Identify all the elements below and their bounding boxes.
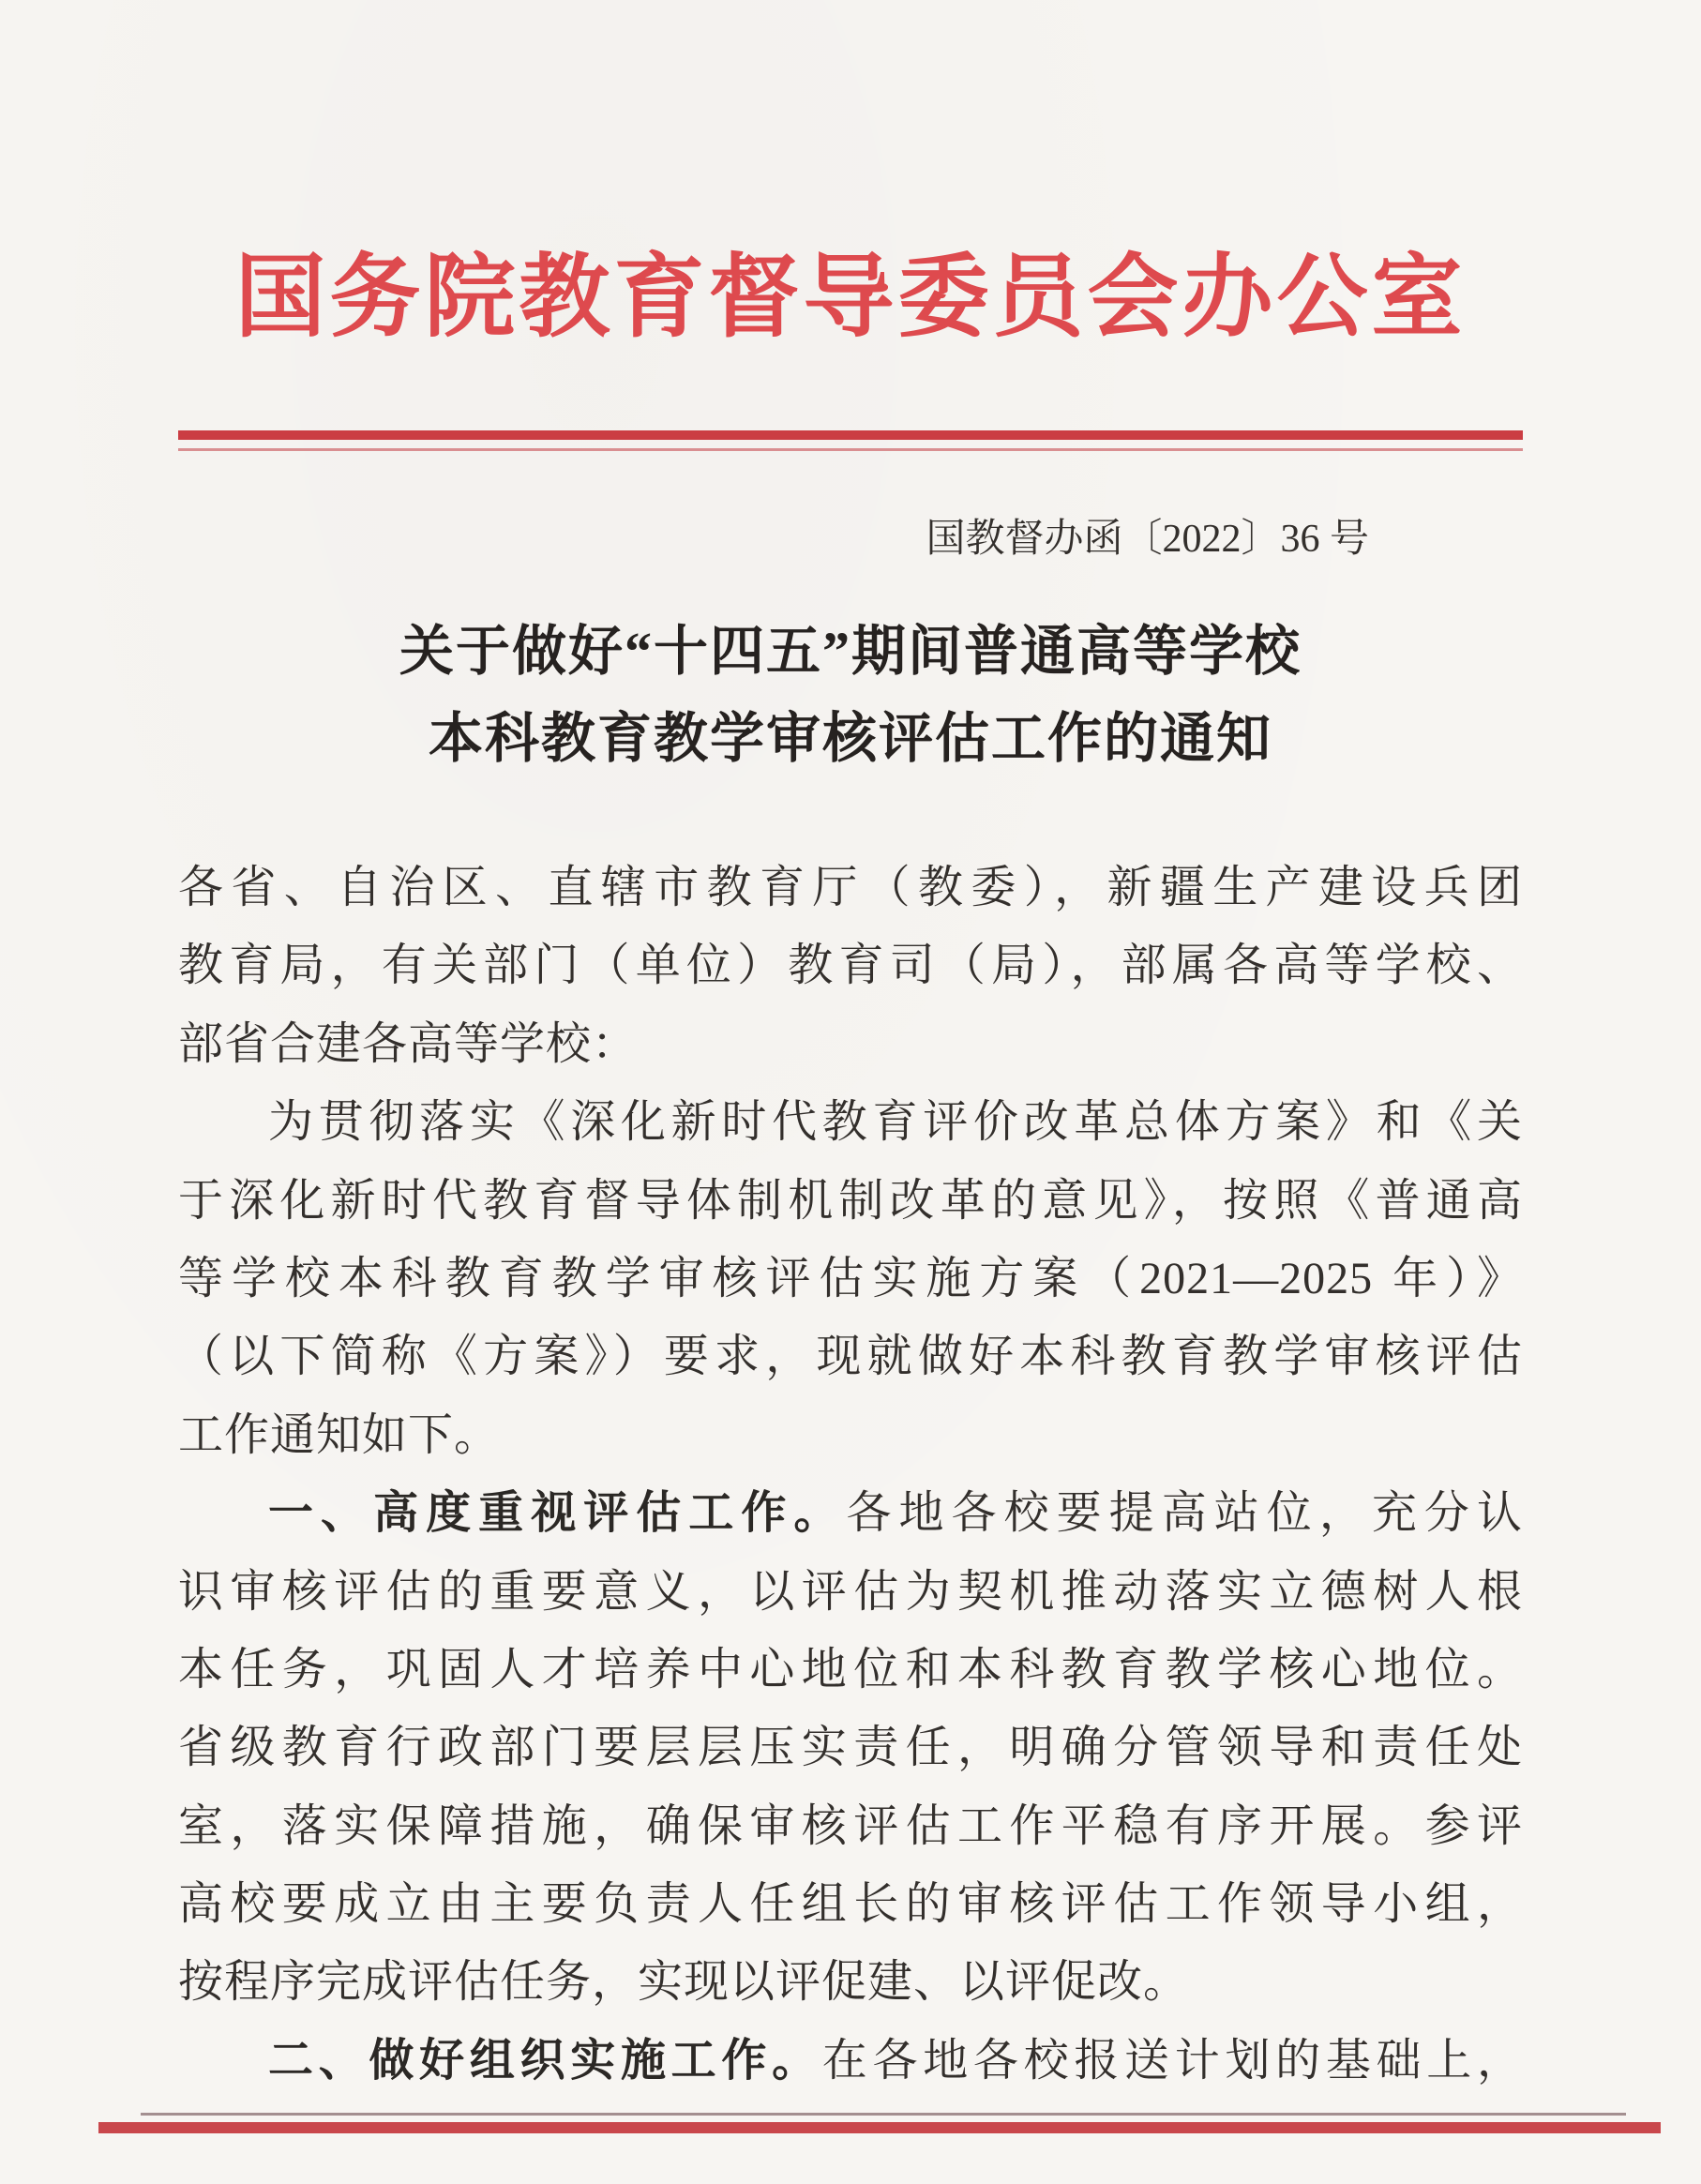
body-line xyxy=(178,1553,1523,1631)
body-line xyxy=(178,1162,1523,1240)
header-rule-thick xyxy=(178,430,1523,440)
body-line xyxy=(178,1240,1523,1318)
document-title xyxy=(0,608,1701,782)
body-line-text: 在各地各校报送计划的基础上， xyxy=(821,2035,1523,2086)
body-line-text: 教育局，有关部门（单位）教育司（局），部属各高等学校、 xyxy=(178,941,1523,991)
body-line xyxy=(178,2022,1523,2100)
body-line xyxy=(178,1396,1523,1474)
body-line-text: 高校要成立由主要负责人任组长的审核评估工作领导小组， xyxy=(178,1879,1523,1930)
body-line-text: （以下简称《方案》）要求，现就做好本科教育教学审核评估 xyxy=(178,1332,1523,1382)
body-line xyxy=(178,926,1523,1004)
body-line xyxy=(178,1631,1523,1709)
section-heading: 一、高度重视评估工作。 xyxy=(268,1488,847,1539)
body-line-text: 等学校本科教育教学审核评估实施方案（2021—2025 年）》 xyxy=(178,1253,1523,1303)
body-line xyxy=(178,1318,1523,1395)
body-line xyxy=(178,1943,1523,2021)
footer-rule-thin xyxy=(141,2113,1626,2116)
body-line-text: 工作通知如下。 xyxy=(178,1409,501,1460)
body-line-text: 室，落实保障措施，确保审核评估工作平稳有序开展。参评 xyxy=(178,1800,1523,1851)
body-line xyxy=(178,849,1523,926)
body-line-text: 本任务，巩固人才培养中心地位和本科教育教学核心地位。 xyxy=(178,1644,1523,1694)
document-number: 国教督办函〔2022〕36 号 xyxy=(926,518,1369,561)
body-line-text: 各省、自治区、直辖市教育厅（教委），新疆生产建设兵团 xyxy=(178,863,1523,912)
body-line-text: 按程序完成评估任务，实现以评促建、以评促改。 xyxy=(178,1957,1190,2008)
footer-rule-thick xyxy=(98,2122,1661,2133)
body-line-text: 于深化新时代教育督导体制机制改革的意见》，按照《普通高 xyxy=(178,1175,1523,1226)
body-line xyxy=(178,1474,1523,1552)
body-line xyxy=(178,1005,1523,1083)
section-heading: 二、做好组织实施工作。 xyxy=(268,2035,822,2086)
body-lines xyxy=(178,849,1523,2100)
body-line xyxy=(178,1865,1523,1943)
issuing-office-header: 国务院教育督导委员会办公室 xyxy=(234,248,1467,348)
body-line-text: 部省合建各高等学校： xyxy=(178,1018,639,1069)
body-line-text: 为贯彻落实《深化新时代教育评价改革总体方案》和《关 xyxy=(268,1097,1523,1148)
body-line xyxy=(178,1083,1523,1161)
body-line-text: 各地各校要提高站位，充分认 xyxy=(846,1488,1523,1539)
header-rule-thin xyxy=(178,448,1523,451)
body-line-text: 省级教育行政部门要层层压实责任，明确分管领导和责任处 xyxy=(178,1723,1523,1773)
body-line xyxy=(178,1787,1523,1865)
body-line xyxy=(178,1709,1523,1786)
document-title-line-1: 关于做好“十四五”期间普通高等学校 xyxy=(399,621,1302,682)
document-title-line-2: 本科教育教学审核评估工作的通知 xyxy=(428,708,1272,769)
body-line-text: 识审核评估的重要意义，以评估为契机推动落实立德树人根 xyxy=(178,1566,1523,1617)
